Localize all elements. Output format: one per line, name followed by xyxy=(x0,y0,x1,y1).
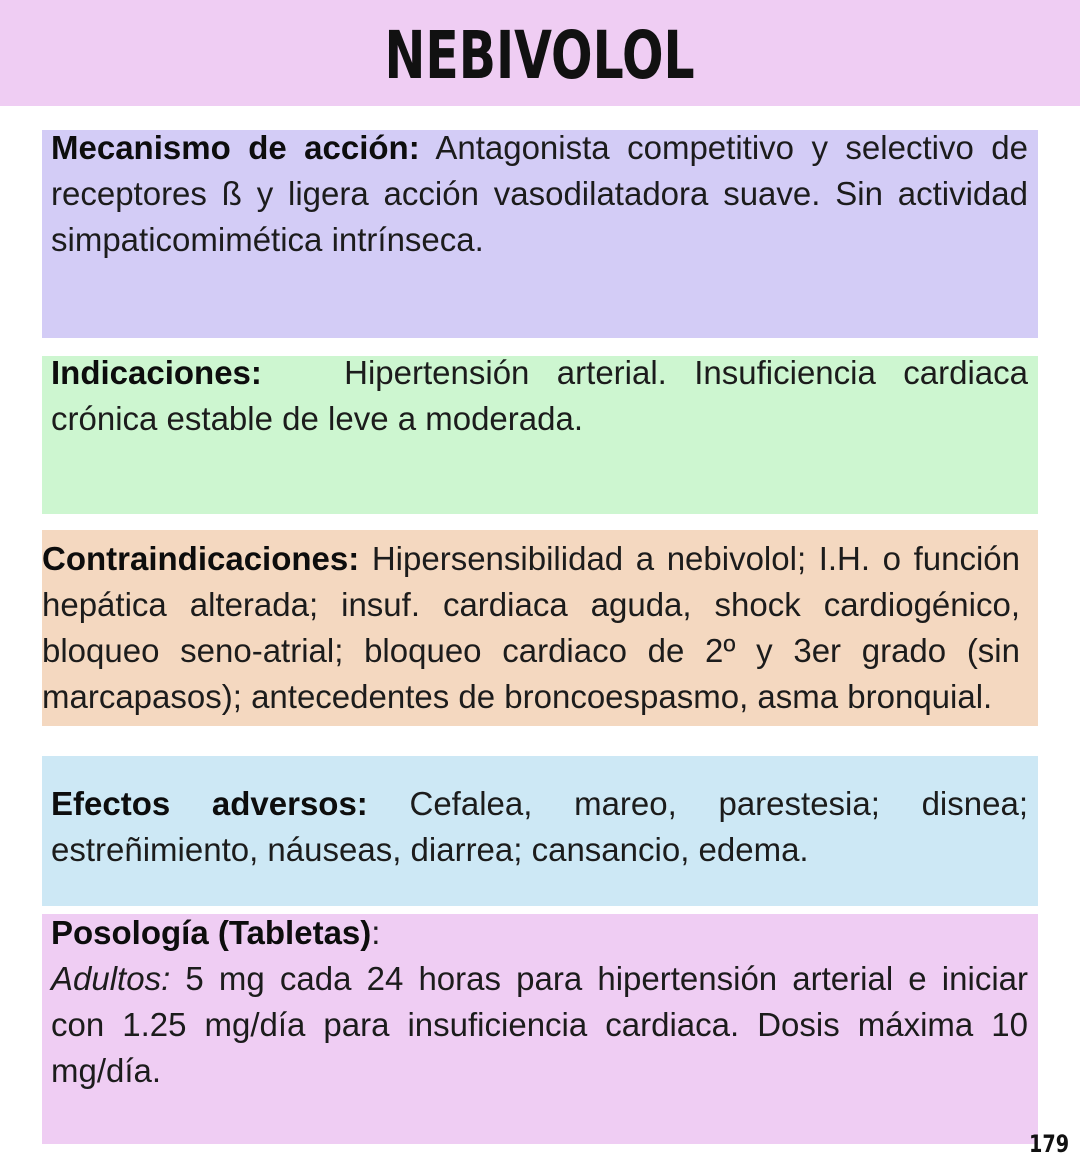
mecanismo-section xyxy=(42,130,1038,338)
posologia-label: Posología (Tabletas) xyxy=(51,914,372,951)
contraindicaciones-section xyxy=(42,530,1038,726)
title-banner xyxy=(0,0,1080,106)
posologia-section xyxy=(42,914,1038,1144)
contraindicaciones-paragraph xyxy=(42,536,1020,720)
efectos-section xyxy=(42,756,1038,906)
contraindicaciones-text: Hipersensibilidad a nebivolol; I.H. o función hepática alterada; insuf. cardiaca aguda, shock cardiogénico, bloqueo seno-atrial; bloqueo cardiaco de 2º y 3er grado (sin marcapasos); antecedentes de broncoespasmo, asma bronquial. xyxy=(42,540,1021,715)
efectos-text: Cefalea, mareo, parestesia; disnea; estreñimiento, náuseas, diarrea; cansancio, edema. xyxy=(51,785,1028,868)
mecanismo-label: Mecanismo de acción: xyxy=(51,129,420,166)
mecanismo-text: Antagonista competitivo y selectivo de receptores ß y ligera acción vasodilatadora suave. Sin actividad simpaticomimética intrínseca. xyxy=(51,129,1028,258)
mecanismo-paragraph xyxy=(51,125,1028,263)
indicaciones-section xyxy=(42,356,1038,514)
indicaciones-paragraph xyxy=(51,350,1028,442)
posologia-paragraph xyxy=(51,956,1028,1094)
efectos-paragraph xyxy=(51,781,1028,873)
indicaciones-text: Hipertensión arterial. Insuficiencia cardiaca crónica estable de leve a moderada. xyxy=(51,354,1028,437)
contraindicaciones-label: Contraindicaciones: xyxy=(42,540,360,577)
posologia-text: 5 mg cada 24 horas para hipertensión arterial e iniciar con 1.25 mg/día para insuficiencia cardiaca. Dosis máxima 10 mg/día. xyxy=(51,960,1029,1089)
indicaciones-label: Indicaciones: xyxy=(51,354,262,391)
page-title: NEBIVOLOL xyxy=(384,16,696,94)
posologia-colon: : xyxy=(371,914,381,951)
posologia-heading xyxy=(51,910,1028,956)
efectos-label: Efectos adversos: xyxy=(51,785,368,822)
posologia-group: Adultos: xyxy=(51,960,171,997)
page-number: 179 xyxy=(1028,1130,1069,1158)
